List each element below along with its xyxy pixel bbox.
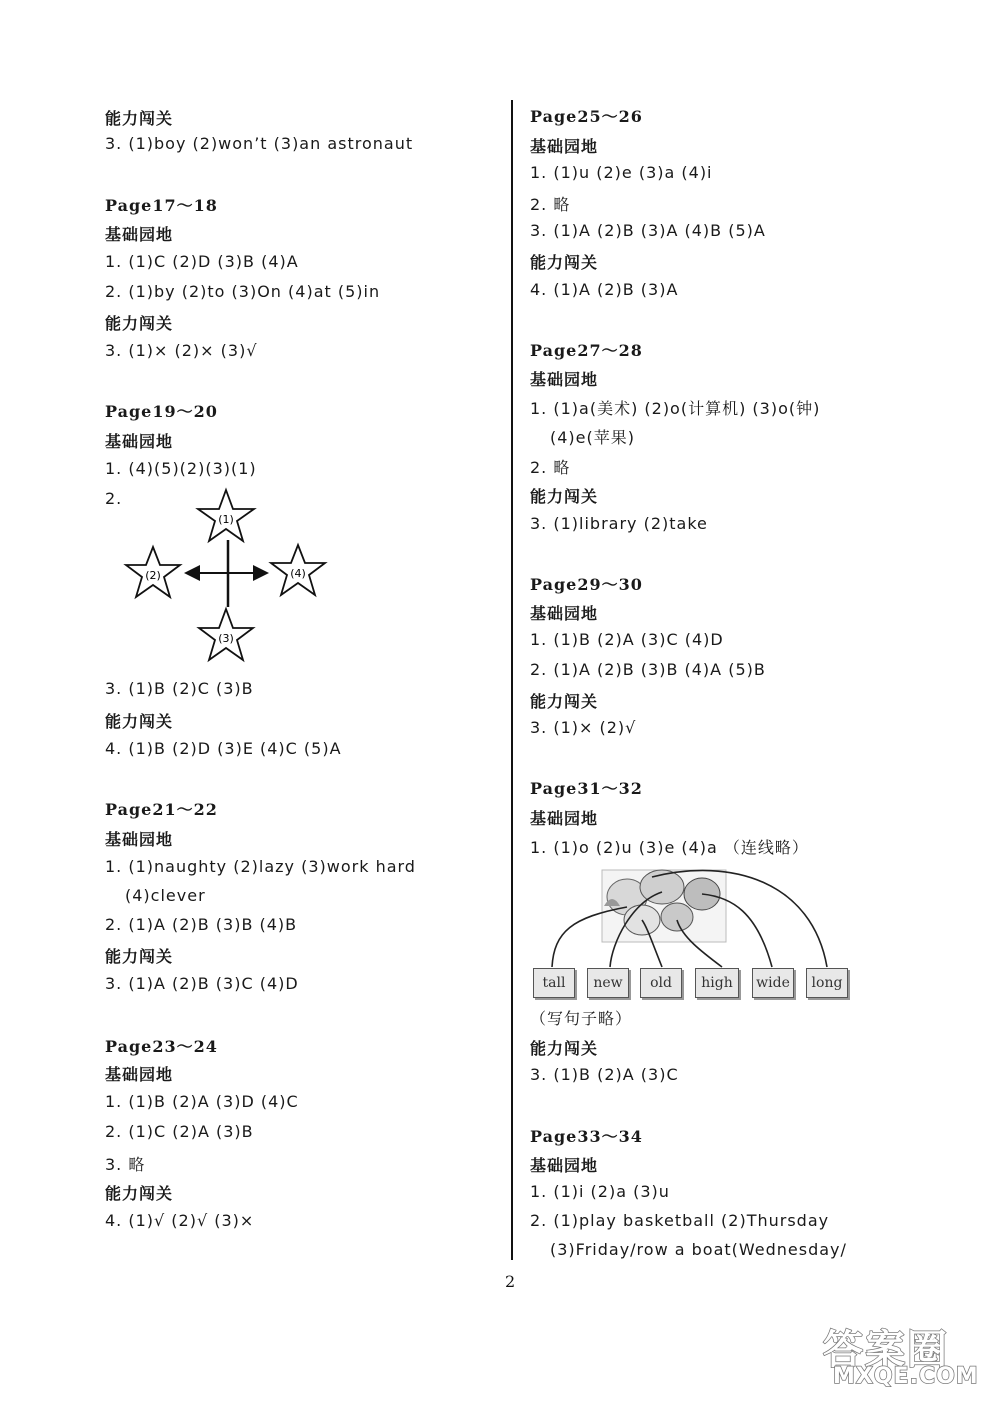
- answer-line: (3)Friday/row a boat(Wednesday/: [550, 1240, 847, 1259]
- answer-line: 1. (1)a(美术) (2)o(计算机) (3)o(钟): [530, 399, 821, 418]
- star-icon: [271, 545, 325, 595]
- page-heading: Page25～26: [530, 107, 643, 126]
- answer-line: 3. (1)B (2)A (3)C: [530, 1065, 679, 1084]
- matching-illustration: [532, 862, 852, 972]
- answer-line: 1. (1)B (2)A (3)C (4)D: [530, 630, 724, 649]
- watermark-logo-text: 答案圈: [823, 1327, 949, 1373]
- answer-line: (4)e(苹果): [550, 428, 635, 447]
- answer-line: 2. (1)A (2)B (3)B (4)A (5)B: [530, 660, 766, 679]
- answer-line: 4. (1)√ (2)√ (3)×: [105, 1211, 255, 1230]
- star-label: (4): [290, 567, 306, 580]
- word-card: new: [587, 968, 629, 998]
- word-card: high: [695, 968, 739, 998]
- star-icon: [199, 609, 253, 660]
- answer-line: 2. 略: [530, 195, 571, 214]
- star-icon: [198, 490, 254, 541]
- answer-line: 1. (1)B (2)A (3)D (4)C: [105, 1092, 299, 1111]
- answer-line: 3. (1)A (2)B (3)C (4)D: [105, 974, 299, 993]
- star-direction-diagram: [120, 485, 335, 670]
- section-ability: 能力闯关: [530, 487, 599, 506]
- word-card: old: [640, 968, 682, 998]
- answer-line: 1. (1)C (2)D (3)B (4)A: [105, 252, 299, 271]
- section-ability: 能力闯关: [530, 1039, 599, 1058]
- page-heading: Page29～30: [530, 575, 643, 594]
- answer-line: 2. 略: [530, 458, 571, 477]
- section-basic: 基础园地: [530, 137, 599, 156]
- column-divider: [511, 100, 513, 1260]
- section-basic: 基础园地: [530, 809, 599, 828]
- page-heading: Page23～24: [105, 1037, 218, 1056]
- section-basic: 基础园地: [105, 432, 174, 451]
- page-number: 2: [505, 1272, 516, 1291]
- answer-line: 3. (1)× (2)× (3)√: [105, 341, 258, 360]
- page-heading: Page31～32: [530, 779, 643, 798]
- page-heading: Page17～18: [105, 196, 218, 215]
- answer-line: 3. (1)A (2)B (3)A (4)B (5)A: [530, 221, 766, 240]
- section-ability: 能力闯关: [105, 947, 174, 966]
- star-icon: [126, 547, 180, 597]
- section-basic: 基础园地: [105, 1065, 174, 1084]
- answer-line: (4)clever: [125, 886, 206, 905]
- answer-line: 1. (1)u (2)e (3)a (4)i: [530, 163, 713, 182]
- answer-line: 3. 略: [105, 1155, 146, 1174]
- site-watermark: [815, 1318, 990, 1398]
- word-card: long: [806, 968, 848, 998]
- answer-line: 3. (1)× (2)√: [530, 718, 637, 737]
- answer-line: 3. (1)B (2)C (3)B: [105, 679, 254, 698]
- word-card: wide: [752, 968, 794, 998]
- watermark-url: MXQE.COM: [833, 1364, 979, 1389]
- section-basic: 基础园地: [530, 370, 599, 389]
- answer-line: 2. (1)A (2)B (3)B (4)B: [105, 915, 298, 934]
- answer-line: 1. (1)o (2)u (3)e (4)a （连线略）: [530, 838, 809, 857]
- answer-line: 4. (1)B (2)D (3)E (4)C (5)A: [105, 739, 342, 758]
- page-heading: Page21～22: [105, 800, 218, 819]
- answer-line: 2. (1)C (2)A (3)B: [105, 1122, 254, 1141]
- answer-line: （写句子略）: [530, 1009, 633, 1028]
- section-basic: 基础园地: [105, 225, 174, 244]
- section-ability: 能力闯关: [105, 712, 174, 731]
- page-heading: Page33～34: [530, 1127, 643, 1146]
- answer-line: 1. (4)(5)(2)(3)(1): [105, 459, 257, 478]
- answer-line: 1. (1)naughty (2)lazy (3)work hard: [105, 857, 416, 876]
- answer-line: 3. (1)library (2)take: [530, 514, 708, 533]
- answer-line: 2. (1)play basketball (2)Thursday: [530, 1211, 830, 1230]
- section-ability: 能力闯关: [105, 109, 174, 128]
- answer-line: 2.: [105, 489, 123, 508]
- word-card: tall: [533, 968, 575, 998]
- section-ability: 能力闯关: [530, 692, 599, 711]
- object-picture: [661, 903, 693, 931]
- answer-line: 3. (1)boy (2)won’t (3)an astronaut: [105, 134, 414, 153]
- star-label: (2): [145, 569, 161, 582]
- page-heading: Page27～28: [530, 341, 643, 360]
- answer-line: 2. (1)by (2)to (3)On (4)at (5)in: [105, 282, 381, 301]
- star-label: (1): [218, 513, 234, 526]
- answer-line: 4. (1)A (2)B (3)A: [530, 280, 679, 299]
- section-basic: 基础园地: [530, 604, 599, 623]
- page-heading: Page19～20: [105, 402, 218, 421]
- section-ability: 能力闯关: [530, 253, 599, 272]
- section-ability: 能力闯关: [105, 1184, 174, 1203]
- section-basic: 基础园地: [105, 830, 174, 849]
- star-label: (3): [218, 632, 234, 645]
- answer-line: 1. (1)i (2)a (3)u: [530, 1182, 670, 1201]
- section-basic: 基础园地: [530, 1156, 599, 1175]
- section-ability: 能力闯关: [105, 314, 174, 333]
